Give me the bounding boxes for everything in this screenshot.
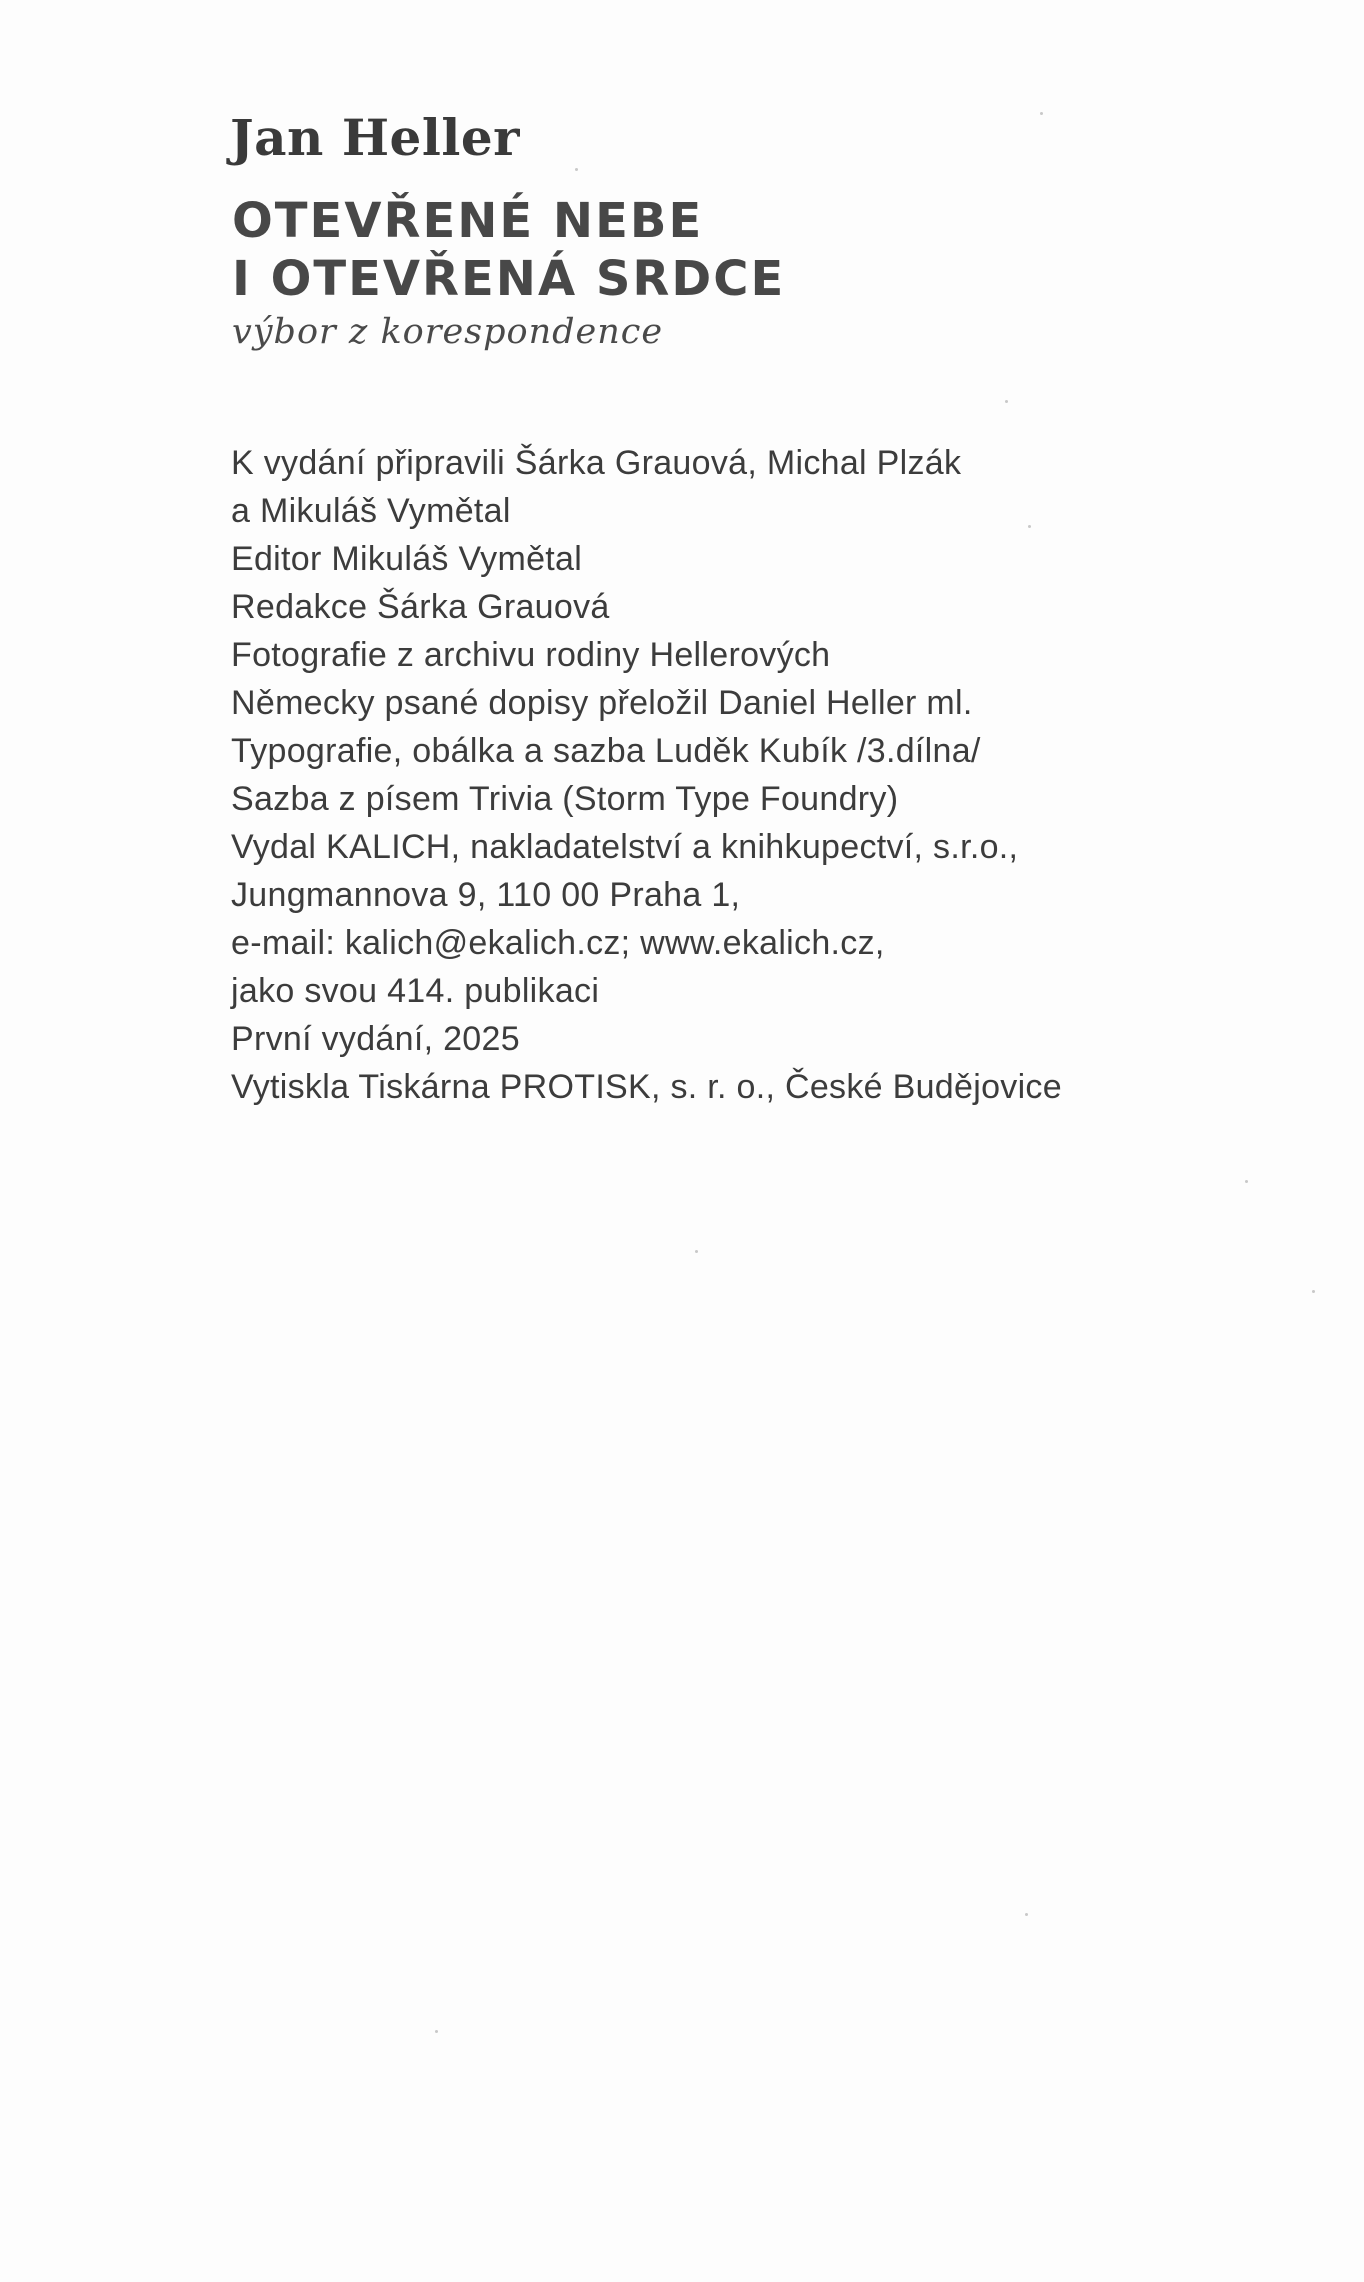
book-subtitle: výbor z korespondence [232, 312, 664, 352]
credit-line: Sazba z písem Trivia (Storm Type Foundry) [231, 780, 899, 818]
scan-speck [1005, 400, 1008, 403]
credit-line: Editor Mikuláš Vymětal [231, 540, 583, 578]
scan-speck [1025, 1913, 1028, 1916]
book-title [232, 192, 785, 308]
scan-speck [1312, 1290, 1315, 1293]
scan-speck [1040, 112, 1043, 115]
credit-line: Vytiskla Tiskárna PROTISK, s. r. o., České Budějovice [231, 1068, 1062, 1106]
scan-speck [575, 168, 578, 171]
book-title-line: I OTEVŘENÁ SRDCE [232, 251, 786, 307]
author-name: Jan Heller [230, 108, 521, 167]
scan-speck [1245, 1180, 1248, 1183]
credit-line: Typografie, obálka a sazba Luděk Kubík /3.dílna/ [231, 732, 981, 770]
credit-line: a Mikuláš Vymětal [231, 492, 511, 530]
credit-line: e-mail: kalich@ekalich.cz; www.ekalich.cz, [231, 924, 885, 962]
scan-speck [1028, 525, 1031, 528]
credit-line: První vydání, 2025 [231, 1020, 520, 1058]
credit-line: Redakce Šárka Grauová [231, 588, 610, 626]
scan-speck [695, 1250, 698, 1253]
credit-line: Jungmannova 9, 110 00 Praha 1, [231, 876, 741, 914]
credit-line: Německy psané dopisy přeložil Daniel Heller ml. [231, 684, 973, 722]
credit-line: Fotografie z archivu rodiny Hellerových [231, 636, 831, 674]
scan-speck [435, 2030, 438, 2033]
book-title-line: OTEVŘENÉ NEBE [232, 193, 704, 249]
credits-list [231, 439, 1062, 1111]
credit-line: K vydání připravili Šárka Grauová, Michal Plzák [231, 444, 962, 482]
credit-line: Vydal KALICH, nakladatelství a knihkupectví, s.r.o., [231, 828, 1019, 866]
credit-line: jako svou 414. publikaci [231, 972, 600, 1010]
